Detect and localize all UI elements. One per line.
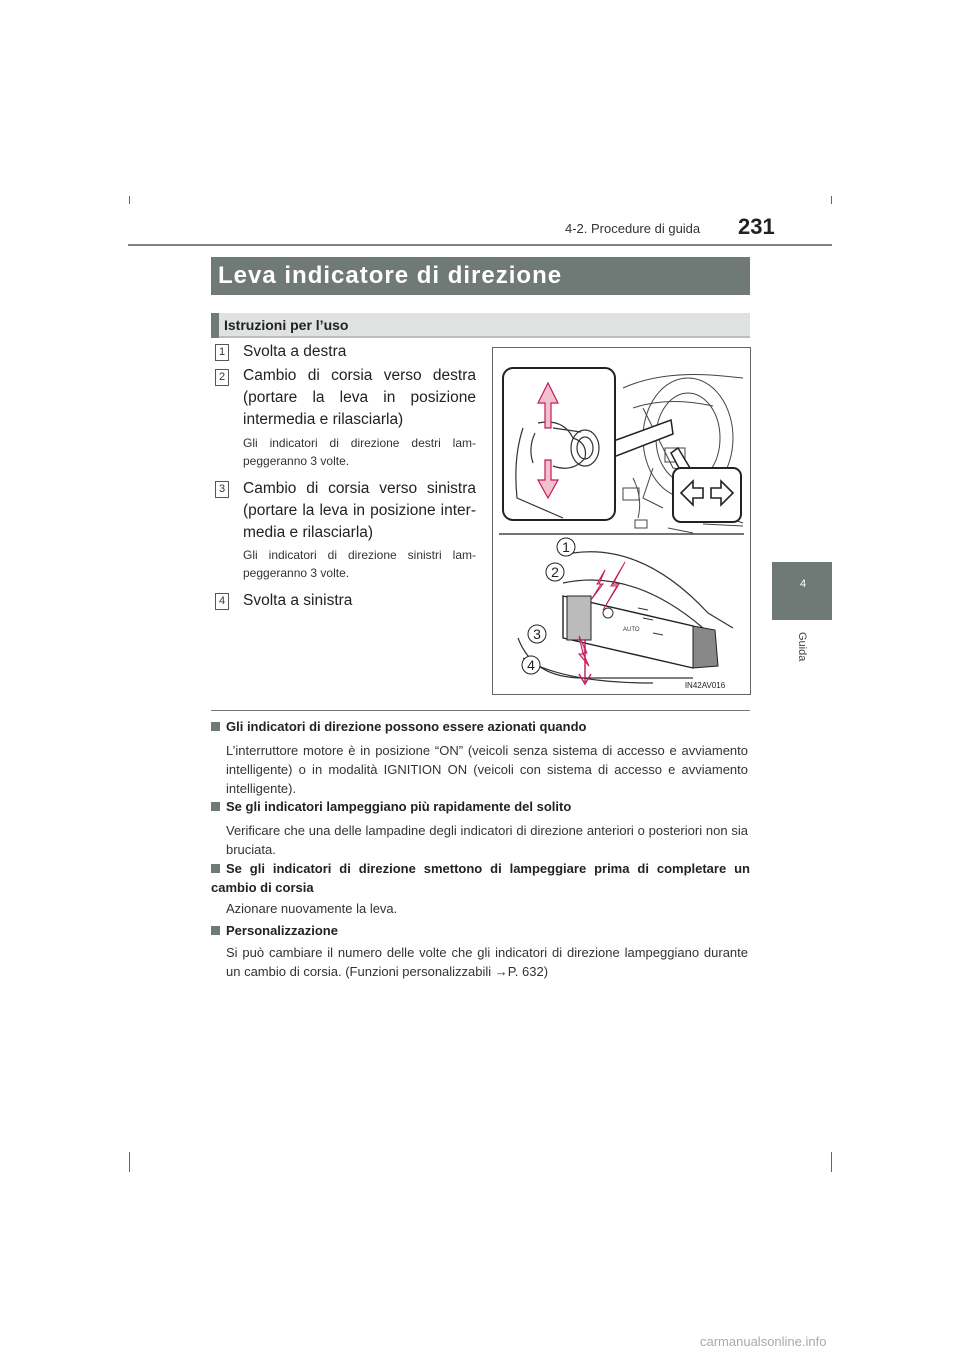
- section-divider: [211, 710, 750, 711]
- subsection-title: Istruzioni per l’uso: [224, 317, 349, 333]
- step-number: 2: [215, 369, 229, 386]
- step-text: Cambio di corsia verso sinistra (portare la leva in posizione intermedia e rilasciarla): [243, 480, 476, 541]
- step-note: Gli indicatori di direzione sinistri lampeggeranno 3 volte.: [243, 548, 476, 580]
- callout-3: 3: [533, 626, 541, 642]
- bullet-square-icon: [211, 864, 220, 873]
- header-rule: [128, 244, 832, 246]
- info-heading: Personalizzazione: [211, 923, 750, 938]
- info-heading: Se gli indicatori lampeggiano più rapidamente del solito: [211, 799, 750, 814]
- info-body: Azionare nuovamente la leva.: [226, 901, 398, 916]
- figure-code: IN42AV016: [684, 681, 726, 690]
- lever-auto-label: AUTO: [623, 627, 640, 633]
- info-body: Si può cambiare il numero delle volte che gli indicatori di direzione lampeggiano durante un cambio di corsia. (Funzioni personalizzabili →P. 632): [226, 945, 748, 979]
- turn-signal-lever-figure: [492, 347, 751, 695]
- chapter-tab-label: Guida: [796, 632, 808, 662]
- step-number: 1: [215, 344, 229, 361]
- step-number: 3: [215, 481, 229, 498]
- lever-illustration: [493, 348, 750, 694]
- section-label: 4-2. Procedure di guida: [565, 221, 701, 236]
- crop-mark: [129, 1152, 130, 1172]
- step-note: Gli indicatori di direzione destri lampeggeranno 3 volte.: [243, 436, 476, 468]
- page-number: 231: [738, 214, 775, 239]
- step-text: Svolta a sinistra: [243, 592, 353, 609]
- watermark: carmanualsonline.info: [700, 1334, 827, 1349]
- callout-4: 4: [527, 657, 535, 673]
- chapter-tab: [772, 562, 832, 620]
- info-body: L’interruttore motore è in posizione “ON” (veicoli senza sistema di accesso e avviamento intelligente) o in modalità IGNITION ON (veicoli con sistema di accesso e avviamento intelligente).: [226, 743, 748, 796]
- bullet-square-icon: [211, 926, 220, 935]
- callout-2: 2: [551, 564, 559, 580]
- chapter-tab-number: 4: [800, 578, 807, 590]
- info-body: Verificare che una delle lampadine degli indicatori di direzione anteriori o posteriori non sia bruciata.: [226, 823, 748, 857]
- subsection-accent: [211, 313, 219, 338]
- step-number: 4: [215, 593, 229, 610]
- info-heading: Se gli indicatori di direzione smettono di lampeggiare prima di completare un cambio di corsia: [211, 861, 750, 895]
- info-heading: Gli indicatori di direzione possono essere azionati quando: [211, 719, 750, 734]
- crop-mark: [129, 196, 130, 204]
- page-title: Leva indicatore di direzione: [218, 262, 563, 289]
- crop-mark: [831, 1152, 832, 1172]
- callout-1: 1: [562, 539, 570, 555]
- bullet-square-icon: [211, 802, 220, 811]
- step-text: Svolta a destra: [243, 343, 347, 360]
- bullet-square-icon: [211, 722, 220, 731]
- step-text: Cambio di corsia verso destra (portare la leva in posizione intermedia e rilasciarla): [243, 367, 476, 428]
- crop-mark: [831, 196, 832, 204]
